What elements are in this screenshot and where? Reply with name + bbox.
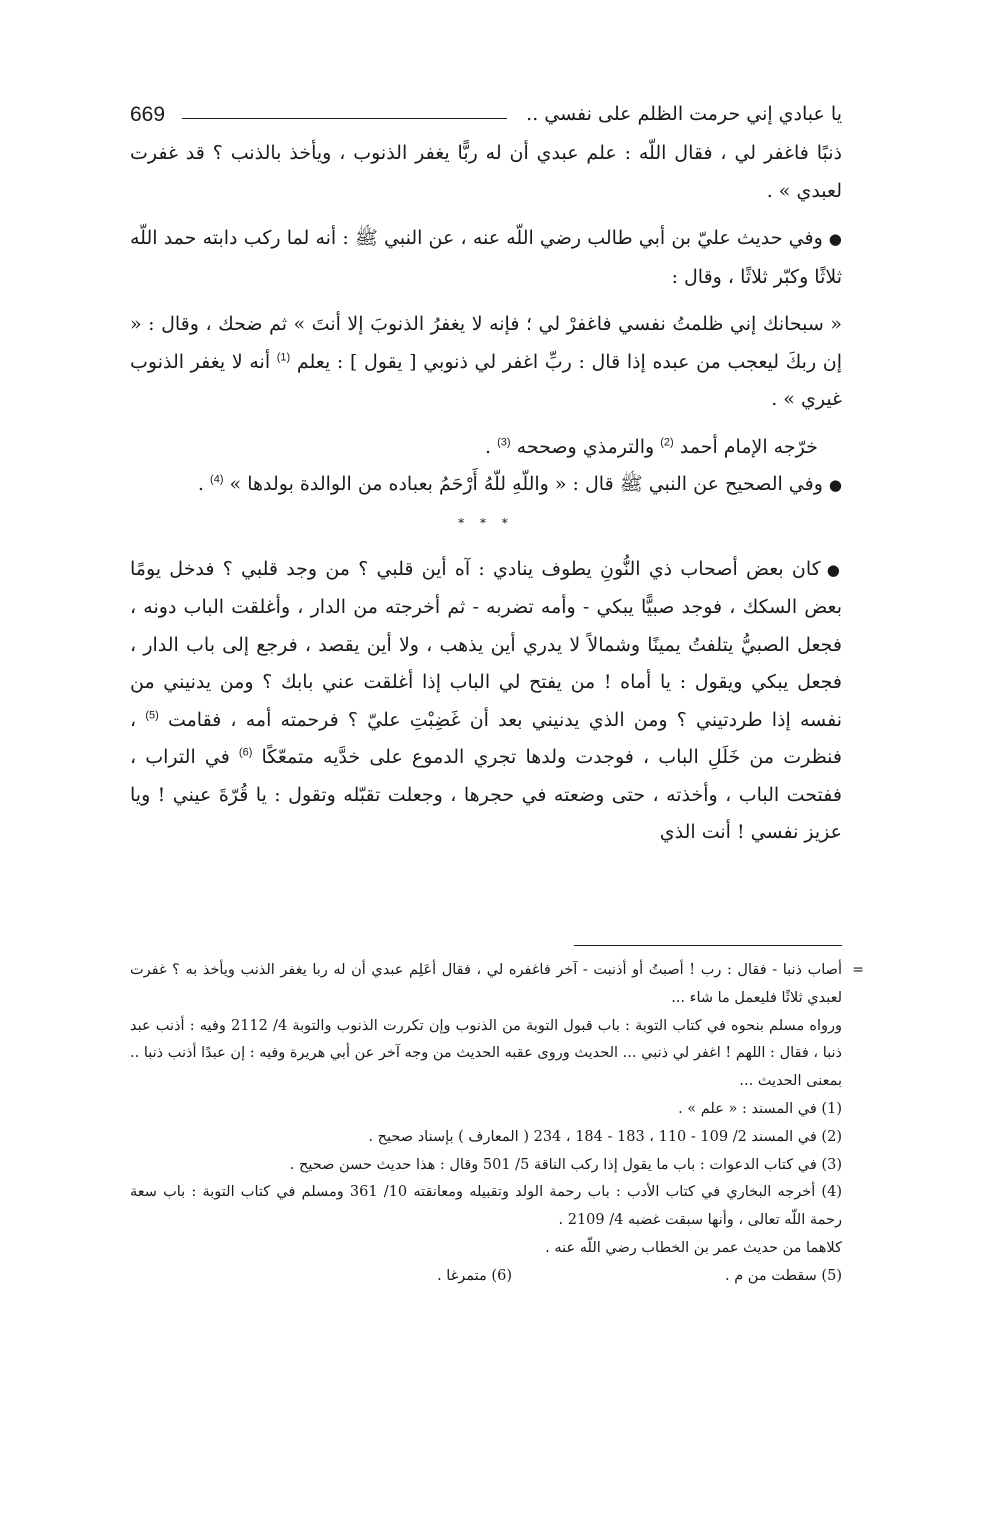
main-text [130, 135, 842, 852]
paragraph-6-text-c: في التراب ، ففتحت الباب ، وأخذته ، حتى وضعته في حجرها ، وجعلت تقبّله وتقول : يا قُرّةَ عيني ! ويا عزيز نفسي ! أنت الذي [130, 746, 842, 843]
footnote-ref-6[interactable]: (6) [238, 746, 253, 759]
footnote-rule [574, 945, 842, 946]
running-header [130, 95, 842, 135]
footnote-1: (1) في المسند : « علم » . [678, 1100, 842, 1117]
footnote-continued-b: ورواه مسلم بنحوه في كتاب التوبة : باب قبول التوبة من الذنوب وإن تكررت الذنوب والتوبة 4/ 2112 وفيه : أذنب عبد ذنبا ، فقال : اللهم ! اغفر لي ذنبي ... الحديث وروى عقبه الحديث من وجه آخر عن أبي هريرة وفيه : إن عبدًا أذنب ذنبا .. بمعنى الحديث ... [130, 1017, 842, 1090]
paragraph-6-text-a: كان بعض أصحاب ذي النُّونِ يطوف ينادي : آه أين قلبي ؟ من وجد قلبي ؟ فدخل يومًا بعض السكك ، فوجد صبيًّا يبكي - وأمه تضربه - ثم أخرجته من الدار ، وأغلقت الباب دونه ، فجعل الصبيُّ يتلفتُ يمينًا وشمالاً لا يدري أين يذهب ، ولا أين يقصد ، فرجع إلى باب الدار ، فجعل يبكي ويقول : يا أماه ! من يفتح لي الباب إذا أغلقت عني بابك ؟ ومن يدنيني من نفسه إذا طردتيني ؟ ومن الذي يدنيني بعد أن غَضِبْتِ عليّ ؟ فرحمته أمه ، فقامت [130, 557, 843, 731]
paragraph-2-text: وفي حديث عليّ بن أبي طالب رضي اللّه عنه ، عن النبي ﷺ : أنه لما ركب دابته حمد اللّه ثلاثًا وكبّر ثلاثًا ، وقال : [130, 227, 842, 288]
footnote-ref-4[interactable]: (4) [210, 473, 224, 486]
page-number: 669 [130, 103, 166, 126]
paragraph-3-text-a: « سبحانك إني ظلمتُ نفسي فاغفرْ لي ؛ فإنه لا يغفرُ الذنوبَ إلا أنتَ » ثم ضحك ، وقال : « إن ربكَ ليعجب من عبده إذا قال : ربِّ اغفر لي ذنوبي [ يقول ] : يعلم [130, 313, 843, 373]
footnote-ref-1[interactable]: (1) [276, 351, 291, 364]
footnote-ref-5[interactable]: (5) [145, 709, 159, 722]
footnote-continuation-mark: = [852, 962, 864, 978]
paragraph-6 [130, 551, 842, 852]
footnote-ref-2[interactable]: (2) [660, 436, 674, 449]
footnote-4-b: كلاهما من حديث عمر بن الخطاب رضي اللّه عنه . [545, 1239, 842, 1256]
footnote-6: (6) متمرغا . [437, 1267, 512, 1284]
paragraph-6-text-b: ، فنظرت من خَلَلِ الباب ، فوجدت ولدها تجري الدموع على خدَّيه متمعّكًا [130, 708, 842, 768]
paragraph-5-text-b: . [197, 473, 204, 495]
bullet-icon: ● [828, 230, 842, 248]
bullet-icon: ● [826, 560, 842, 579]
footnote-5: (5) سقطت من م . [724, 1267, 842, 1284]
paragraph-1-text: ذنبًا فاغفر لي ، فقال اللّه : علم عبدي أن له ربًّا يغفر الذنوب ، ويأخذ بالذنب ؟ قد غفرت لعبدي » . [130, 142, 842, 202]
paragraph-5 [130, 466, 842, 505]
paragraph-4-text-c: . [485, 435, 492, 458]
document-page [130, 95, 864, 1284]
paragraph-3 [130, 306, 842, 419]
paragraph-4-text-a: خرّجه الإمام أحمد [679, 435, 818, 458]
header-rule [182, 118, 507, 119]
paragraph-2 [130, 220, 842, 296]
bullet-icon: ● [828, 476, 842, 494]
paragraph-4 [130, 429, 842, 467]
paragraph-3-text-b: أنه لا يغفر الذنوب غيري » . [130, 350, 842, 410]
footnote-2: (2) في المسند 2/ 109 - 110 ، 183 - 184 ، 234 ( المعارف ) بإسناد صحيح . [368, 1128, 842, 1145]
paragraph-1 [130, 135, 842, 210]
paragraph-5-text-a: وفي الصحيح عن النبي ﷺ قال : « واللّهِ للّهُ أَرْحَمُ بعباده من الوالدة بولدها » [229, 473, 823, 495]
footnotes-5-6 [130, 1263, 842, 1291]
footnote-continued: أصاب ذنبا - فقال : رب ! أصبتُ أو أذنبت - آخر فاغفره لي ، فقال أعَلِم عبدي أن له ربا يغفر الذنب ويأخذ به ؟ غفرت لعبدي ثلاثًا فليعمل ما شاء ... [130, 962, 842, 1006]
footnotes [130, 957, 864, 1291]
footnote-ref-3[interactable]: (3) [497, 436, 511, 449]
paragraph-4-text-b: والترمذي وصححه [516, 435, 655, 458]
footnote-4: (4) أخرجه البخاري في كتاب الأدب : باب رحمة الولد وتقبيله ومعانقته 10/ 361 ومسلم في كتاب التوبة : باب سعة رحمة اللّه تعالى ، وأنها سبقت غضبه 4/ 2109 . [130, 1184, 842, 1229]
section-separator: * * * [458, 515, 514, 530]
footnote-3: (3) في كتاب الدعوات : باب ما يقول إذا ركب الناقة 5/ 501 وقال : هذا حديث حسن صحيح . [289, 1156, 842, 1173]
header-title: يا عبادي إني حرمت الظلم على نفسي .. [526, 103, 842, 125]
